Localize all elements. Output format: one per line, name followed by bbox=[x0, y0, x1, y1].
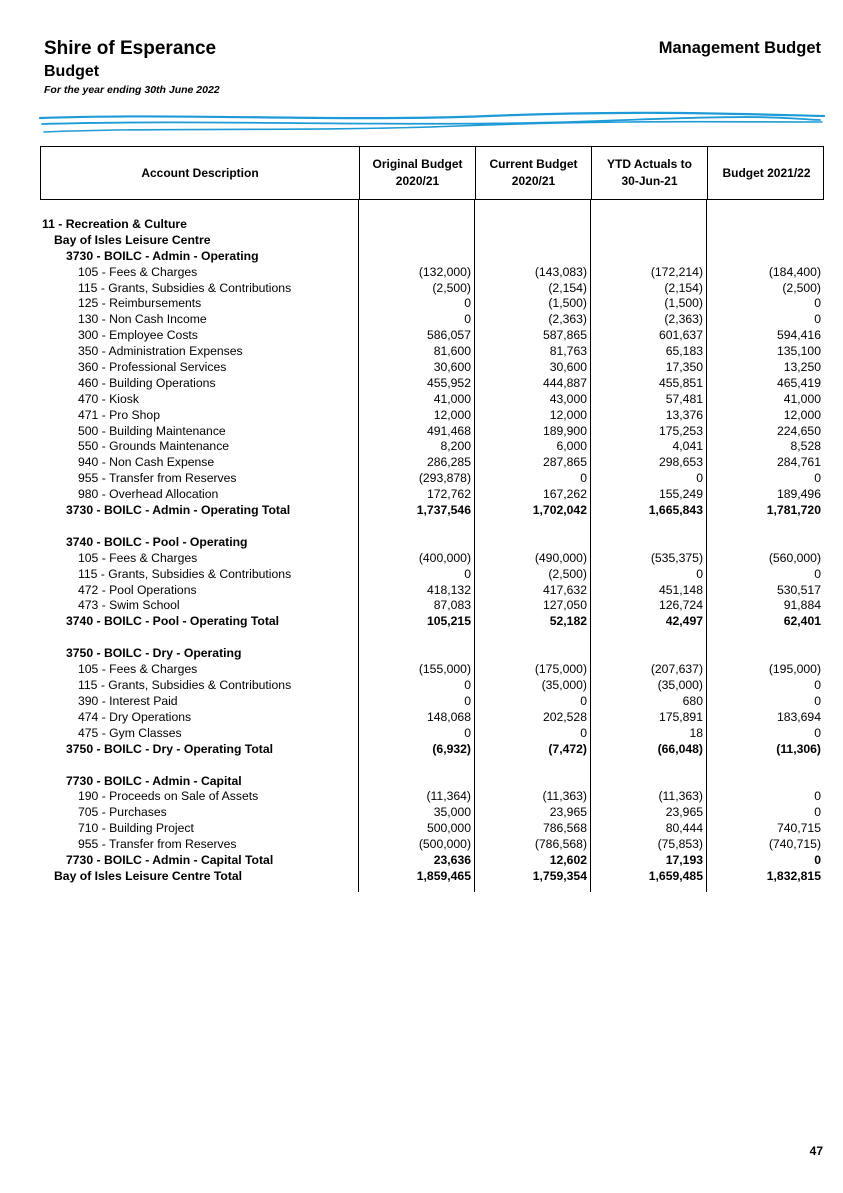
account-description: 115 - Grants, Subsidies & Contributions bbox=[78, 566, 292, 581]
amount-cell: 4,041 bbox=[672, 439, 703, 454]
account-description: 473 - Swim School bbox=[78, 598, 180, 613]
amount-cell: 0 bbox=[814, 789, 821, 804]
amount-cell: 189,900 bbox=[542, 423, 587, 438]
account-description: 7730 - BOILC - Admin - Capital bbox=[66, 773, 242, 788]
amount-cell: 52,182 bbox=[549, 614, 587, 629]
amount-cell: (400,000) bbox=[418, 550, 471, 565]
amount-cell: 41,000 bbox=[783, 391, 821, 406]
table-row bbox=[40, 821, 824, 837]
amount-cell: 12,000 bbox=[433, 407, 471, 422]
account-description: 980 - Overhead Allocation bbox=[78, 487, 219, 502]
amount-cell bbox=[706, 249, 824, 265]
amount-cell: 786,568 bbox=[542, 821, 587, 836]
amount-cell bbox=[358, 519, 474, 535]
amount-cell: 740,715 bbox=[776, 821, 821, 836]
table-row bbox=[40, 328, 824, 344]
table-row bbox=[40, 567, 824, 583]
table-row bbox=[40, 694, 824, 710]
account-description: 474 - Dry Operations bbox=[78, 709, 192, 724]
spacer-row bbox=[40, 630, 824, 646]
amount-cell: (2,363) bbox=[664, 312, 703, 327]
amount-cell: 680 bbox=[682, 693, 703, 708]
amount-cell bbox=[474, 646, 590, 662]
account-description: 350 - Administration Expenses bbox=[78, 344, 243, 359]
amount-cell: 418,132 bbox=[426, 582, 471, 597]
amount-cell bbox=[474, 249, 590, 265]
column-header: Budget 2021/22 bbox=[707, 147, 825, 199]
spacer-row bbox=[40, 758, 824, 774]
amount-cell: (11,306) bbox=[776, 741, 821, 756]
amount-cell: 62,401 bbox=[783, 614, 821, 629]
account-description: 105 - Fees & Charges bbox=[78, 662, 198, 677]
amount-cell bbox=[590, 233, 706, 249]
table-row bbox=[40, 360, 824, 376]
amount-cell: 12,000 bbox=[549, 407, 587, 422]
amount-cell: (2,500) bbox=[782, 280, 821, 295]
column-header: YTD Actuals to 30-Jun-21 bbox=[591, 147, 707, 199]
amount-cell: 43,000 bbox=[549, 391, 587, 406]
account-description: 3730 - BOILC - Admin - Operating bbox=[66, 248, 259, 263]
table-row bbox=[40, 710, 824, 726]
amount-cell: 1,702,042 bbox=[532, 503, 587, 518]
column-header: Current Budget 2020/21 bbox=[475, 147, 591, 199]
account-description: 470 - Kiosk bbox=[78, 391, 139, 406]
amount-cell: 0 bbox=[464, 693, 471, 708]
amount-cell: 42,497 bbox=[665, 614, 703, 629]
reporting-period: For the year ending 30th June 2022 bbox=[44, 84, 220, 96]
amount-cell bbox=[706, 233, 824, 249]
amount-cell: 12,602 bbox=[549, 852, 587, 867]
column-header: Account Description bbox=[141, 165, 259, 180]
account-description: 125 - Reimbursements bbox=[78, 296, 202, 311]
account-description: 710 - Building Project bbox=[78, 821, 194, 836]
account-description: 115 - Grants, Subsidies & Contributions bbox=[78, 678, 292, 693]
table-row bbox=[40, 678, 824, 694]
table-row bbox=[40, 869, 824, 885]
account-description: 105 - Fees & Charges bbox=[78, 550, 198, 565]
amount-cell: 23,636 bbox=[433, 852, 471, 867]
table-row bbox=[40, 408, 824, 424]
amount-cell: (500,000) bbox=[418, 837, 471, 852]
amount-cell bbox=[358, 249, 474, 265]
amount-cell bbox=[590, 217, 706, 233]
amount-cell: 155,249 bbox=[658, 487, 703, 502]
document-subtitle: Budget bbox=[44, 63, 100, 80]
amount-cell: 0 bbox=[814, 678, 821, 693]
amount-cell: 0 bbox=[696, 566, 703, 581]
amount-cell: (11,364) bbox=[426, 789, 471, 804]
amount-cell: (184,400) bbox=[768, 264, 821, 279]
table-row bbox=[40, 789, 824, 805]
table-row bbox=[40, 424, 824, 440]
amount-cell: 17,350 bbox=[665, 360, 703, 375]
amount-cell: (195,000) bbox=[768, 662, 821, 677]
amount-cell: 298,653 bbox=[658, 455, 703, 470]
account-description: Bay of Isles Leisure Centre bbox=[54, 232, 211, 247]
amount-cell: 8,200 bbox=[440, 439, 471, 454]
amount-cell: 417,632 bbox=[542, 582, 587, 597]
table-row bbox=[40, 249, 824, 265]
amount-cell: 23,965 bbox=[665, 805, 703, 820]
amount-cell: 18 bbox=[689, 725, 703, 740]
account-description: 3750 - BOILC - Dry - Operating bbox=[66, 646, 242, 661]
amount-cell: 80,444 bbox=[665, 821, 703, 836]
table-row bbox=[40, 646, 824, 662]
amount-cell: 202,528 bbox=[542, 709, 587, 724]
table-row bbox=[40, 535, 824, 551]
amount-cell: 587,865 bbox=[542, 328, 587, 343]
amount-cell: (560,000) bbox=[768, 550, 821, 565]
account-description: 11 - Recreation & Culture bbox=[42, 217, 187, 231]
amount-cell bbox=[358, 630, 474, 646]
amount-cell: 65,183 bbox=[665, 344, 703, 359]
table-row bbox=[40, 551, 824, 567]
amount-cell: 0 bbox=[464, 312, 471, 327]
amount-cell bbox=[358, 774, 474, 790]
account-description: 955 - Transfer from Reserves bbox=[78, 471, 237, 486]
amount-cell bbox=[706, 774, 824, 790]
account-description bbox=[40, 758, 358, 774]
amount-cell: 41,000 bbox=[433, 391, 471, 406]
amount-cell bbox=[474, 535, 590, 551]
amount-cell: 594,416 bbox=[776, 328, 821, 343]
amount-cell: 0 bbox=[814, 725, 821, 740]
amount-cell: 287,865 bbox=[542, 455, 587, 470]
amount-cell bbox=[358, 217, 474, 233]
table-row bbox=[40, 217, 824, 233]
amount-cell bbox=[474, 774, 590, 790]
account-description: 7730 - BOILC - Admin - Capital Total bbox=[66, 852, 274, 867]
amount-cell bbox=[590, 249, 706, 265]
amount-cell: 81,763 bbox=[549, 344, 587, 359]
table-row bbox=[40, 503, 824, 519]
brand-swoosh-icon bbox=[38, 110, 828, 140]
table-row bbox=[40, 471, 824, 487]
amount-cell: 0 bbox=[814, 312, 821, 327]
amount-cell bbox=[590, 630, 706, 646]
account-description: 472 - Pool Operations bbox=[78, 582, 197, 597]
table-row bbox=[40, 376, 824, 392]
table-row bbox=[40, 853, 824, 869]
amount-cell: 0 bbox=[696, 471, 703, 486]
amount-cell: (535,375) bbox=[650, 550, 703, 565]
amount-cell: 0 bbox=[814, 566, 821, 581]
organisation-name: Shire of Esperance bbox=[44, 38, 217, 59]
amount-cell: 127,050 bbox=[542, 598, 587, 613]
amount-cell: (2,154) bbox=[548, 280, 587, 295]
amount-cell: 105,215 bbox=[426, 614, 471, 629]
amount-cell: (1,500) bbox=[548, 296, 587, 311]
table-rows bbox=[40, 217, 824, 885]
table-row bbox=[40, 455, 824, 471]
spacer-row bbox=[40, 519, 824, 535]
amount-cell: 0 bbox=[580, 471, 587, 486]
amount-cell: (75,853) bbox=[657, 837, 703, 852]
table-row bbox=[40, 837, 824, 853]
account-description: 3730 - BOILC - Admin - Operating Total bbox=[66, 503, 291, 518]
amount-cell: 0 bbox=[580, 693, 587, 708]
amount-cell: (143,083) bbox=[534, 264, 587, 279]
amount-cell: 455,851 bbox=[658, 375, 703, 390]
amount-cell: 1,759,354 bbox=[532, 868, 587, 883]
amount-cell: 0 bbox=[814, 852, 821, 867]
table-row bbox=[40, 742, 824, 758]
amount-cell: 35,000 bbox=[433, 805, 471, 820]
account-description: 390 - Interest Paid bbox=[78, 693, 178, 708]
amount-cell: 135,100 bbox=[776, 344, 821, 359]
amount-cell: 0 bbox=[464, 678, 471, 693]
amount-cell: 601,637 bbox=[658, 328, 703, 343]
table-row bbox=[40, 392, 824, 408]
amount-cell: (293,878) bbox=[418, 471, 471, 486]
account-description: 940 - Non Cash Expense bbox=[78, 455, 215, 470]
table-row bbox=[40, 344, 824, 360]
amount-cell: 30,600 bbox=[549, 360, 587, 375]
table-row bbox=[40, 265, 824, 281]
amount-cell bbox=[474, 758, 590, 774]
table-row bbox=[40, 439, 824, 455]
amount-cell: 6,000 bbox=[556, 439, 587, 454]
amount-cell: (207,637) bbox=[650, 662, 703, 677]
amount-cell: 57,481 bbox=[665, 391, 703, 406]
amount-cell bbox=[706, 217, 824, 233]
amount-cell bbox=[358, 233, 474, 249]
account-description: 705 - Purchases bbox=[78, 805, 167, 820]
amount-cell: 0 bbox=[814, 296, 821, 311]
amount-cell bbox=[590, 758, 706, 774]
table-row bbox=[40, 312, 824, 328]
table-row bbox=[40, 281, 824, 297]
amount-cell: (66,048) bbox=[657, 741, 703, 756]
page-number: 47 bbox=[809, 1144, 823, 1158]
amount-cell bbox=[358, 758, 474, 774]
account-description: 360 - Professional Services bbox=[78, 360, 227, 375]
amount-cell: 13,250 bbox=[783, 360, 821, 375]
amount-cell: (490,000) bbox=[534, 550, 587, 565]
account-description: 3740 - BOILC - Pool - Operating Total bbox=[66, 614, 280, 629]
table-row bbox=[40, 614, 824, 630]
amount-cell: (7,472) bbox=[548, 741, 587, 756]
amount-cell: 1,781,720 bbox=[766, 503, 821, 518]
amount-cell: 12,000 bbox=[783, 407, 821, 422]
account-description bbox=[40, 630, 358, 646]
amount-cell: 0 bbox=[814, 693, 821, 708]
amount-cell: 175,253 bbox=[658, 423, 703, 438]
amount-cell: (786,568) bbox=[534, 837, 587, 852]
amount-cell: 189,496 bbox=[776, 487, 821, 502]
account-description bbox=[40, 519, 358, 535]
amount-cell: 224,650 bbox=[776, 423, 821, 438]
amount-cell: 286,285 bbox=[426, 455, 471, 470]
amount-cell: (2,500) bbox=[432, 280, 471, 295]
account-description: 460 - Building Operations bbox=[78, 375, 216, 390]
amount-cell bbox=[706, 630, 824, 646]
amount-cell: 455,952 bbox=[426, 375, 471, 390]
amount-cell: 586,057 bbox=[426, 328, 471, 343]
table-row bbox=[40, 726, 824, 742]
amount-cell: 0 bbox=[464, 725, 471, 740]
amount-cell: 17,193 bbox=[665, 852, 703, 867]
amount-cell bbox=[706, 535, 824, 551]
account-description: 115 - Grants, Subsidies & Contributions bbox=[78, 280, 292, 295]
table-row bbox=[40, 662, 824, 678]
table-row bbox=[40, 487, 824, 503]
amount-cell bbox=[590, 646, 706, 662]
amount-cell: (2,363) bbox=[548, 312, 587, 327]
amount-cell: (2,154) bbox=[664, 280, 703, 295]
amount-cell: 530,517 bbox=[776, 582, 821, 597]
amount-cell bbox=[474, 217, 590, 233]
amount-cell: 1,737,546 bbox=[416, 503, 471, 518]
account-description: 955 - Transfer from Reserves bbox=[78, 837, 237, 852]
account-description: 105 - Fees & Charges bbox=[78, 264, 198, 279]
amount-cell: (11,363) bbox=[658, 789, 703, 804]
amount-cell: 444,887 bbox=[542, 375, 587, 390]
amount-cell: 1,859,465 bbox=[416, 868, 471, 883]
table-row bbox=[40, 233, 824, 249]
account-description: 475 - Gym Classes bbox=[78, 725, 182, 740]
account-description: Bay of Isles Leisure Centre Total bbox=[54, 868, 243, 883]
table-row bbox=[40, 805, 824, 821]
amount-cell bbox=[706, 758, 824, 774]
amount-cell bbox=[358, 535, 474, 551]
amount-cell: (35,000) bbox=[657, 678, 703, 693]
column-header: Original Budget 2020/21 bbox=[359, 147, 475, 199]
account-description: 3740 - BOILC - Pool - Operating bbox=[66, 534, 248, 549]
amount-cell: 167,262 bbox=[542, 487, 587, 502]
amount-cell: (132,000) bbox=[418, 264, 471, 279]
amount-cell bbox=[590, 774, 706, 790]
amount-cell bbox=[358, 646, 474, 662]
amount-cell: 30,600 bbox=[433, 360, 471, 375]
amount-cell: (35,000) bbox=[541, 678, 587, 693]
amount-cell: 284,761 bbox=[776, 455, 821, 470]
account-description: 3750 - BOILC - Dry - Operating Total bbox=[66, 741, 273, 756]
account-description: 130 - Non Cash Income bbox=[78, 312, 207, 327]
account-description: 550 - Grounds Maintenance bbox=[78, 439, 230, 454]
amount-cell: 0 bbox=[464, 566, 471, 581]
amount-cell: (155,000) bbox=[418, 662, 471, 677]
document-type: Management Budget bbox=[658, 39, 821, 57]
amount-cell: 465,419 bbox=[776, 375, 821, 390]
amount-cell: 23,965 bbox=[549, 805, 587, 820]
table-row bbox=[40, 583, 824, 599]
account-description: 300 - Employee Costs bbox=[78, 328, 198, 343]
amount-cell bbox=[474, 630, 590, 646]
amount-cell: 13,376 bbox=[665, 407, 703, 422]
amount-cell: (740,715) bbox=[768, 837, 821, 852]
amount-cell bbox=[706, 646, 824, 662]
amount-cell: (172,214) bbox=[650, 264, 703, 279]
amount-cell: 81,600 bbox=[433, 344, 471, 359]
amount-cell: (1,500) bbox=[664, 296, 703, 311]
amount-cell bbox=[706, 519, 824, 535]
amount-cell: 0 bbox=[580, 725, 587, 740]
amount-cell: (6,932) bbox=[432, 741, 471, 756]
amount-cell: 500,000 bbox=[426, 821, 471, 836]
amount-cell: 183,694 bbox=[776, 709, 821, 724]
amount-cell: 1,659,485 bbox=[648, 868, 703, 883]
account-description: 190 - Proceeds on Sale of Assets bbox=[78, 789, 259, 804]
table-row bbox=[40, 296, 824, 312]
budget-table bbox=[40, 146, 824, 892]
table-header bbox=[40, 146, 824, 200]
amount-cell: (175,000) bbox=[534, 662, 587, 677]
amount-cell: (11,363) bbox=[542, 789, 587, 804]
table-row bbox=[40, 774, 824, 790]
amount-cell bbox=[590, 519, 706, 535]
amount-cell: 175,891 bbox=[658, 709, 703, 724]
amount-cell: 491,468 bbox=[426, 423, 471, 438]
amount-cell: 0 bbox=[814, 805, 821, 820]
amount-cell bbox=[474, 233, 590, 249]
amount-cell: 126,724 bbox=[658, 598, 703, 613]
table-body bbox=[40, 200, 824, 892]
amount-cell: (2,500) bbox=[548, 566, 587, 581]
account-description: 500 - Building Maintenance bbox=[78, 423, 226, 438]
account-description: 471 - Pro Shop bbox=[78, 407, 160, 422]
amount-cell: 87,083 bbox=[433, 598, 471, 613]
amount-cell: 8,528 bbox=[790, 439, 821, 454]
amount-cell: 91,884 bbox=[783, 598, 821, 613]
amount-cell: 148,068 bbox=[426, 709, 471, 724]
amount-cell: 1,832,815 bbox=[766, 868, 821, 883]
amount-cell: 0 bbox=[814, 471, 821, 486]
amount-cell: 451,148 bbox=[658, 582, 703, 597]
amount-cell: 0 bbox=[464, 296, 471, 311]
amount-cell bbox=[590, 535, 706, 551]
amount-cell bbox=[474, 519, 590, 535]
amount-cell: 172,762 bbox=[426, 487, 471, 502]
amount-cell: 1,665,843 bbox=[648, 503, 703, 518]
table-row bbox=[40, 598, 824, 614]
